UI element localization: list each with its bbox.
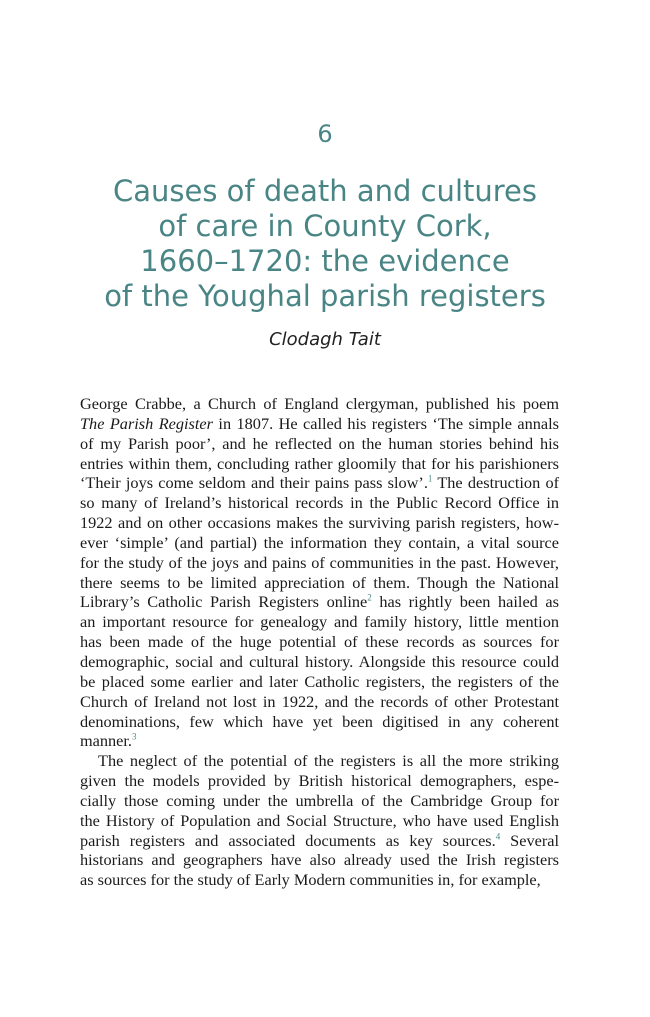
- footnote-marker: 1: [427, 473, 433, 484]
- text-segment: historians and geographers have also already used the Irish registers: [80, 850, 559, 870]
- text-line: [80, 533, 559, 553]
- text-segment: entries within them, concluding rather gloomily that for his parishioners: [80, 453, 559, 473]
- text-segment: has been made of the huge potential of these records as sources for: [80, 632, 559, 652]
- paragraph: [80, 751, 559, 890]
- chapter-title-line: Causes of death and cultures: [113, 174, 537, 208]
- paragraph: [80, 394, 559, 751]
- text-segment: as sources for the study of Early Modern communities in, for example,: [80, 870, 541, 890]
- author-name: Clodagh Tait: [269, 329, 381, 350]
- text-line: [80, 513, 559, 533]
- text-segment: The neglect of the potential of the registers is all the more striking: [98, 751, 559, 771]
- text-line: [80, 612, 559, 632]
- chapter-number: 6: [317, 120, 333, 148]
- footnote-marker: 3: [132, 731, 137, 742]
- text-line: [80, 592, 559, 612]
- text-segment: cially those coming under the umbrella of the Cambridge Group for: [80, 790, 559, 810]
- text-line: [80, 850, 559, 870]
- text-line: [80, 434, 559, 454]
- text-segment: there seems to be limited appreciation of them. Though the National: [80, 572, 559, 592]
- chapter-title-line: of care in County Cork,: [158, 209, 492, 243]
- text-segment: George Crabbe, a Church of England clergyman, published his poem: [80, 394, 559, 413]
- text-line: [80, 811, 559, 831]
- text-line: [80, 870, 559, 890]
- text-segment: for the study of the joys and pains of communities in the past. However,: [80, 552, 559, 572]
- text-segment: Several: [500, 830, 559, 850]
- text-line: [80, 394, 559, 414]
- text-line: [80, 573, 559, 593]
- text-line: [80, 831, 559, 851]
- text-segment: demographic, social and cultural history. Alongside this resource could: [80, 651, 559, 671]
- text-line: [80, 414, 559, 434]
- text-segment: manner.: [80, 731, 132, 751]
- chapter-title: [0, 174, 650, 314]
- text-line: [80, 632, 559, 652]
- body-text: [80, 394, 559, 890]
- text-segment: Library’s Catholic Parish Registers online: [80, 592, 368, 612]
- text-segment: the History of Population and Social Structure, who have used English: [80, 810, 559, 830]
- text-line: [80, 553, 559, 573]
- text-line: [80, 473, 559, 493]
- text-line: [80, 751, 559, 771]
- text-segment: Church of Ireland not lost in 1922, and the records of other Protestant: [80, 691, 559, 711]
- text-line: [80, 454, 559, 474]
- text-segment: 1922 and on other occasions makes the surviving parish registers, how-: [80, 513, 559, 533]
- text-line: [80, 712, 559, 732]
- text-segment: ‘Their joys come seldom and their pains pass slow’.: [80, 473, 428, 493]
- text-line: [80, 771, 559, 791]
- text-segment: given the models provided by British historical demographers, espe-: [80, 771, 559, 791]
- text-line: [80, 672, 559, 692]
- text-line: [80, 692, 559, 712]
- footnote-marker: 2: [367, 593, 372, 604]
- text-line: [80, 731, 559, 751]
- text-segment: ever ‘simple’ (and partial) the information they contain, a vital source: [80, 532, 559, 552]
- italic-title: The Parish Register: [80, 413, 213, 433]
- text-segment: parish registers and associated documents as key sources.: [80, 830, 496, 850]
- text-segment: in 1807. He called his registers ‘The simple annals: [212, 413, 559, 433]
- chapter-title-line: of the Youghal parish registers: [104, 279, 546, 313]
- text-segment: be placed some earlier and later Catholic registers, the registers of the: [80, 671, 559, 691]
- text-segment: The destruction of: [432, 473, 560, 493]
- chapter-title-line: 1660–1720: the evidence: [140, 244, 510, 278]
- text-line: [80, 493, 559, 513]
- text-segment: has rightly been hailed as: [371, 592, 559, 612]
- text-segment: an important resource for genealogy and family history, little mention: [80, 612, 559, 632]
- footnote-marker: 4: [495, 831, 501, 842]
- text-line: [80, 652, 559, 672]
- text-segment: of my Parish poor’, and he reflected on the human stories behind his: [80, 433, 559, 453]
- text-segment: so many of Ireland’s historical records in the Public Record Office in: [80, 493, 559, 513]
- text-segment: denominations, few which have yet been digitised in any coherent: [80, 711, 559, 731]
- text-line: [80, 791, 559, 811]
